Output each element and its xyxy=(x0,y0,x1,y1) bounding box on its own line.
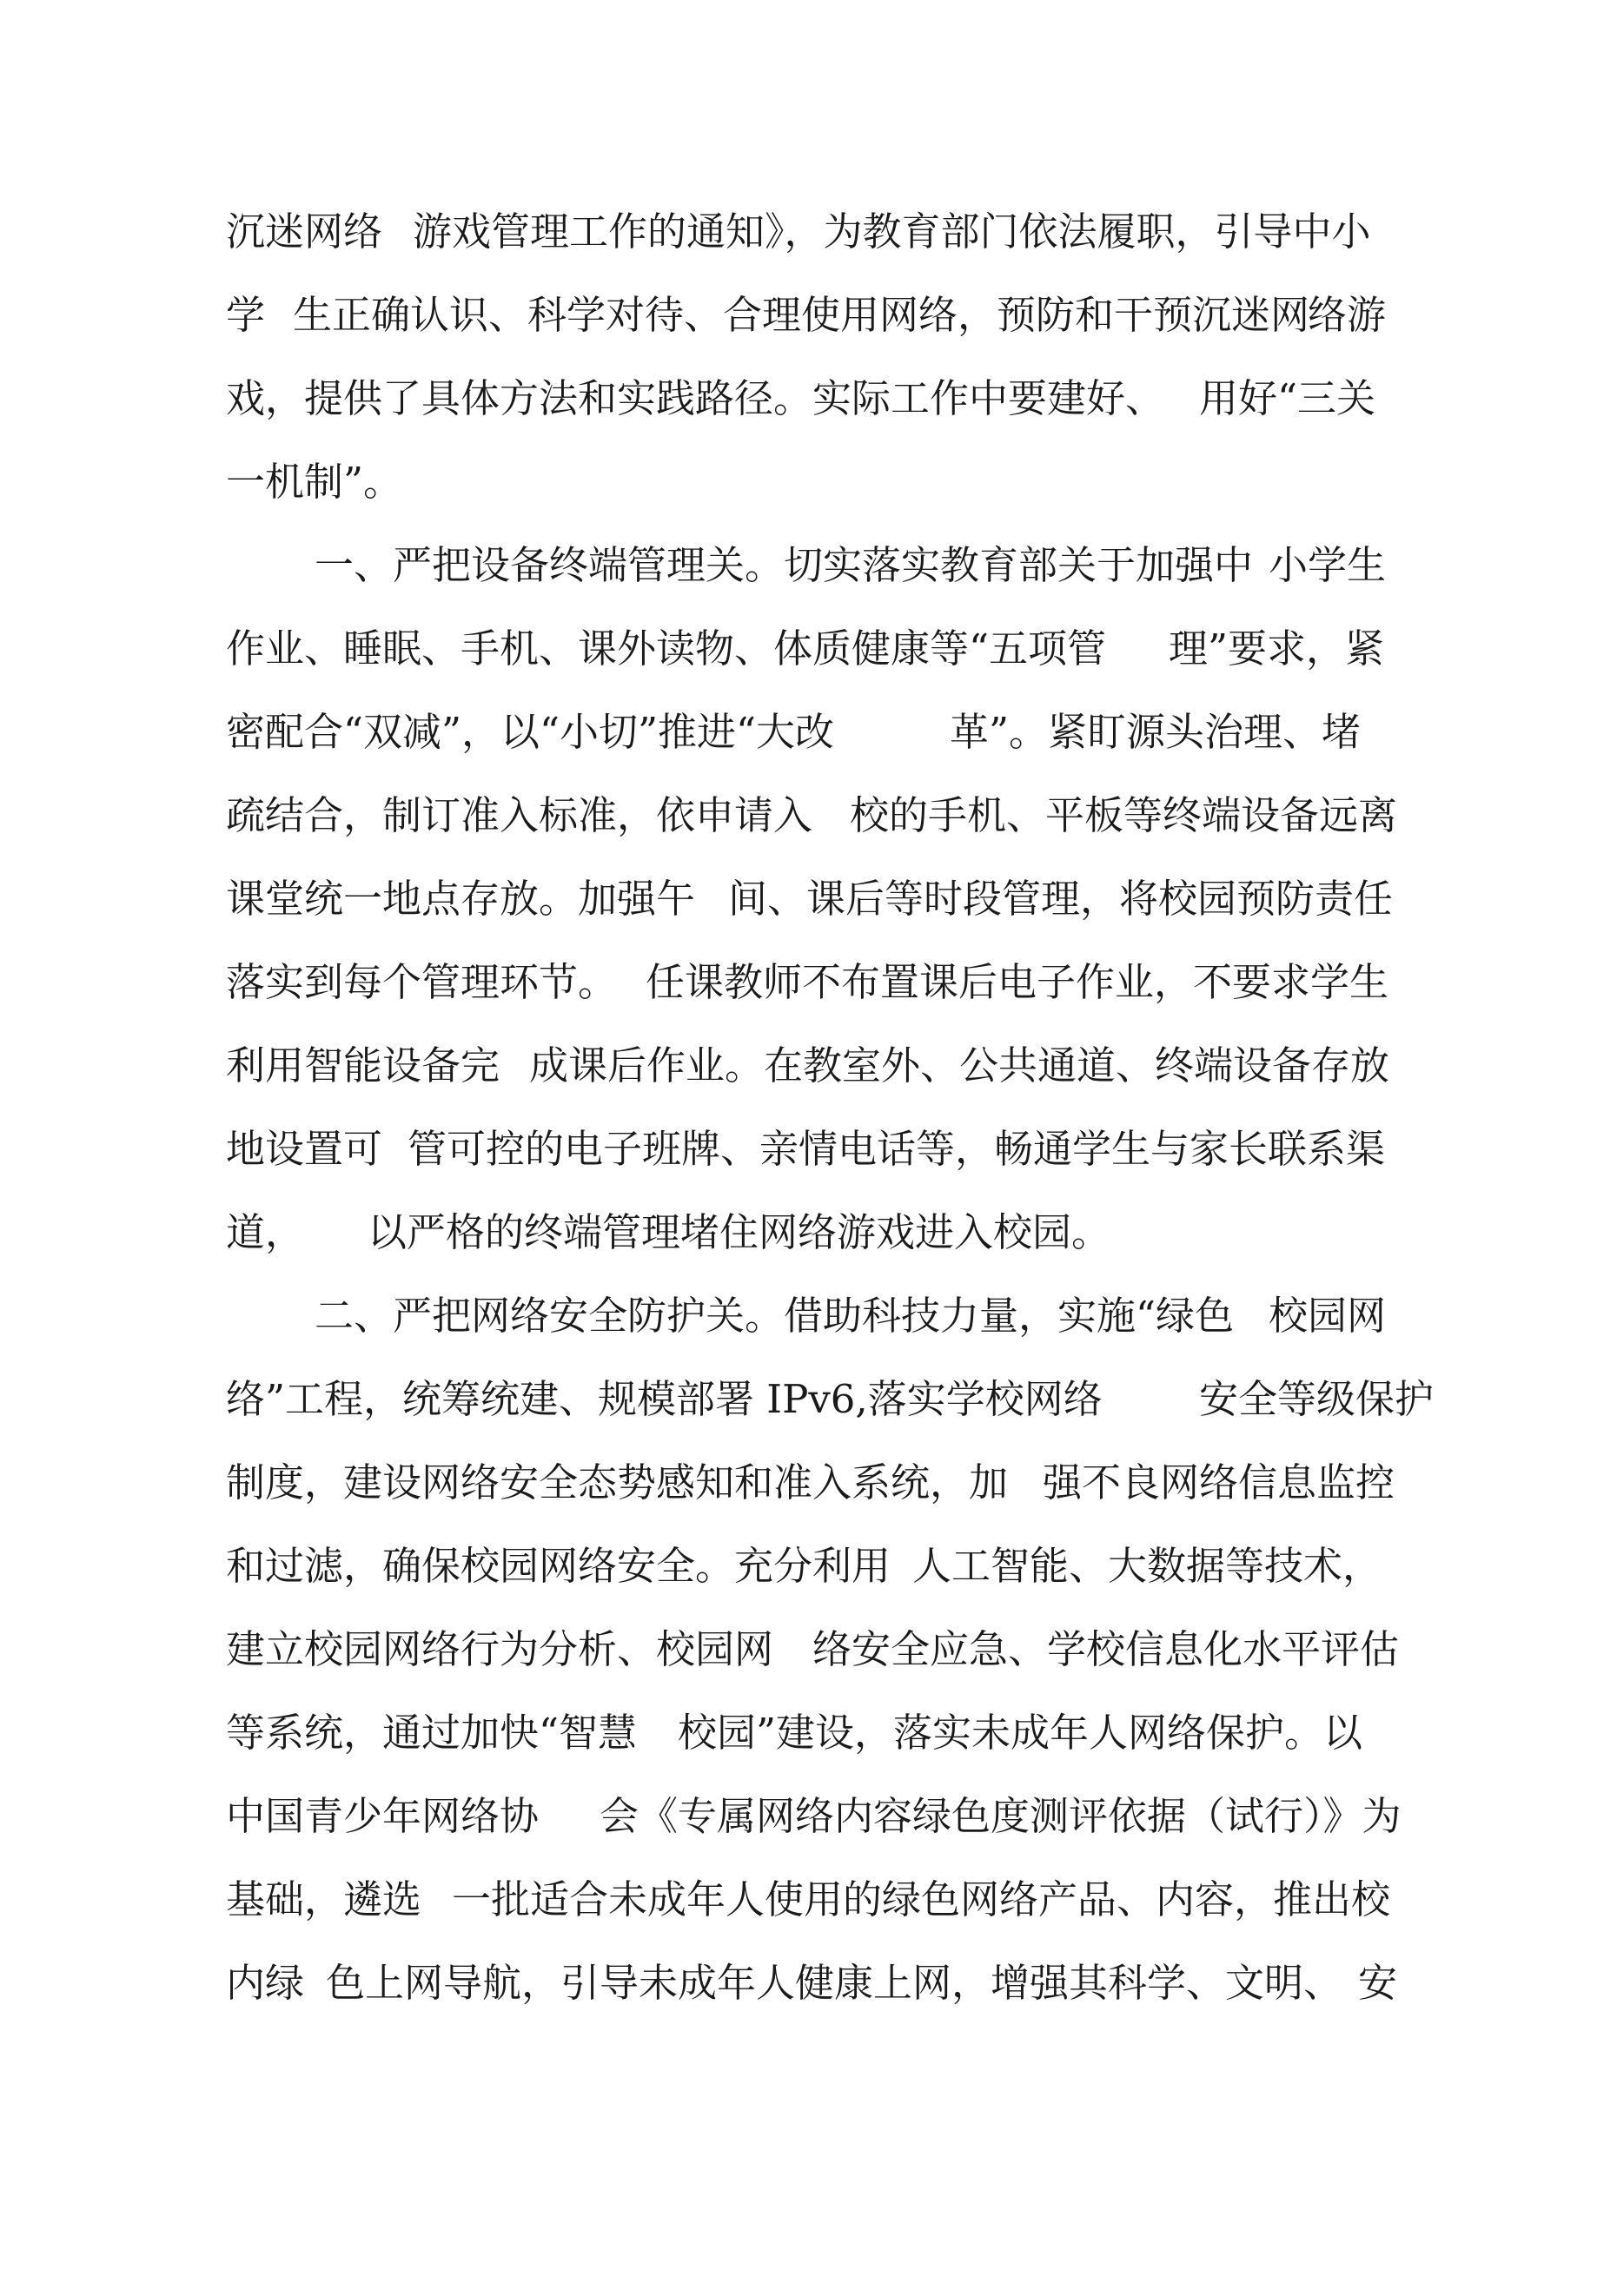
text-segment: 小学生 xyxy=(1269,542,1387,588)
text-segment: 落实到每个管理环节。 xyxy=(226,959,618,1005)
text-segment: 以严格的终端管理堵住网络游戏进入校园。 xyxy=(368,1209,1111,1255)
text-segment: 和过滤，确保校园网络安全。充分利用 xyxy=(226,1543,891,1589)
text-segment: 革”。紧盯源头治理、堵 xyxy=(950,709,1362,755)
text-segment: 生正确认识、科学对待、合理使用网络，预防和干预沉迷网 xyxy=(293,292,1310,338)
text-segment: 校园”建设，落实未成年人网络保护。以 xyxy=(678,1710,1363,1756)
text-segment: 间、课后等时段管理，将校园预防责任 xyxy=(728,876,1394,922)
text-segment: 一批适合未成年人使用的绿色网络产品、内容，推出校 xyxy=(452,1876,1391,1922)
text-segment: 沉迷网络 xyxy=(226,208,383,255)
text-segment: 会《专属网络内容绿色度测评依据（试行）》为 xyxy=(600,1793,1402,1839)
text-segment: 戏，提供了具体方法和实践路径。实际工作中要建好、 xyxy=(226,375,1165,421)
text-line xyxy=(0,1448,1617,1518)
text-segment: 校园网 xyxy=(1269,1293,1387,1339)
text-segment: 理”要求，紧 xyxy=(1169,625,1385,672)
text-segment: 道， xyxy=(226,1209,305,1255)
text-line xyxy=(0,1115,1617,1184)
text-segment: 一、严把设备终端管理关。切实落实教育部关于加强中 xyxy=(315,542,1254,588)
text-segment: 一机制”。 xyxy=(226,459,403,505)
text-segment: 络”工程，统筹统建、规模部署 IPv6,落实学校网络 xyxy=(226,1376,1103,1422)
text-line xyxy=(0,1031,1617,1101)
text-line xyxy=(0,1365,1617,1434)
text-line xyxy=(0,197,1617,267)
text-segment: 利用智能设备完 xyxy=(226,1042,500,1088)
text-segment: 建立校园网络行为分析、校园网 xyxy=(226,1626,774,1672)
text-segment: 作业、睡眠、手机、课外读物、体质健康等“五项管 xyxy=(226,625,1107,672)
text-segment: 用好“三关 xyxy=(1199,375,1376,421)
text-segment: 安 xyxy=(1358,1960,1398,2006)
text-line xyxy=(0,281,1617,350)
text-segment: 制度，建设网络安全态势感知和准入系统，加 xyxy=(226,1459,1009,1505)
text-segment: 成课后作业。在教室外、公共通道、终端设备存放 xyxy=(529,1042,1390,1088)
text-segment: 等系统，通过加快“智慧 xyxy=(226,1710,638,1756)
text-segment: 管可控的电子班牌、亲情电话等，畅通学生与家长联系渠 xyxy=(408,1126,1386,1172)
text-segment: 校的手机、平板等终端设备远离 xyxy=(850,792,1398,838)
text-line xyxy=(0,781,1617,850)
text-segment: 络游 xyxy=(1308,292,1387,338)
text-segment: 疏结合，制订准入标准，依申请入 xyxy=(226,792,813,838)
text-line xyxy=(0,1865,1617,1935)
text-segment: 二、严把网络安全防护关。借助科技力量，实施“绿色 xyxy=(315,1293,1235,1339)
text-segment: 课堂统一地点存放。加强午 xyxy=(226,876,696,922)
text-line xyxy=(0,447,1617,517)
text-segment: 络安全应急、学校信息化水平评估 xyxy=(812,1626,1400,1672)
text-line xyxy=(0,1281,1617,1351)
text-segment: 人工智能、大数据等技术， xyxy=(912,1543,1382,1589)
text-line xyxy=(0,1532,1617,1601)
text-segment: 地设置可 xyxy=(226,1126,383,1172)
text-line xyxy=(0,1198,1617,1267)
text-segment: 任课教师不布置课后电子作业，不要求学生 xyxy=(646,959,1389,1005)
text-line xyxy=(0,1782,1617,1851)
text-line xyxy=(0,364,1617,433)
text-line xyxy=(0,1949,1617,2018)
text-segment: 基础，遴选 xyxy=(226,1876,422,1922)
text-segment: 色上网导航，引导未成年人健康上网，增强其科学、文明、 xyxy=(326,1960,1343,2006)
text-line xyxy=(0,1698,1617,1768)
text-line xyxy=(0,614,1617,684)
text-segment: 密配合“双减”，以“小切”推进“大改 xyxy=(226,709,835,755)
text-line xyxy=(0,864,1617,934)
text-segment: 安全等级保护 xyxy=(1199,1376,1435,1422)
text-line xyxy=(0,531,1617,600)
text-line xyxy=(0,1615,1617,1684)
text-segment: 游戏管理工作的通知》，为教育部门依法履职，引导中小 xyxy=(413,208,1371,255)
text-segment: 内绿 xyxy=(226,1960,305,2006)
text-segment: 中国青少年网络协 xyxy=(226,1793,540,1839)
text-line xyxy=(0,698,1617,767)
text-segment: 强不良网络信息监控 xyxy=(1043,1459,1395,1505)
text-line xyxy=(0,948,1617,1017)
text-segment: 学 xyxy=(226,292,266,338)
